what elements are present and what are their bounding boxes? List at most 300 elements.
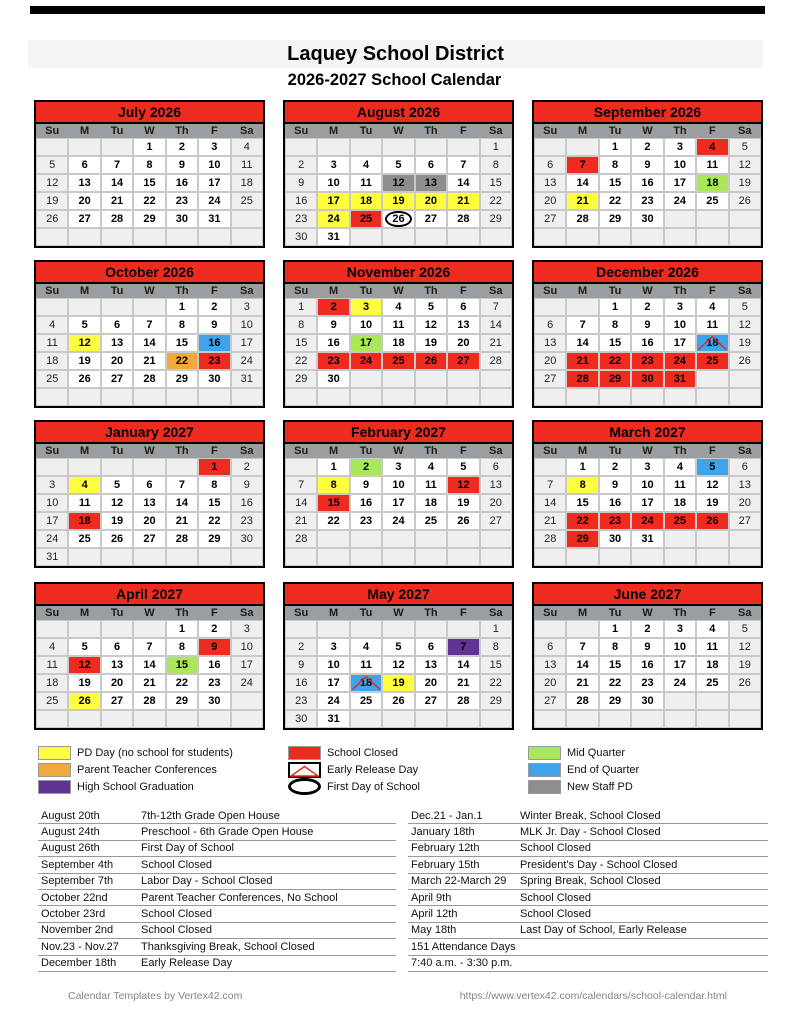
weekday-label: M — [578, 607, 588, 619]
blank-cell — [68, 138, 100, 156]
blank-cell — [36, 620, 68, 638]
day-cell: 5 — [729, 298, 761, 316]
blank-cell — [350, 530, 382, 548]
month-title: July 2026 — [36, 102, 263, 124]
month-may-2027 — [283, 582, 514, 730]
blank-cell — [68, 458, 100, 476]
legend-label: End of Quarter — [567, 763, 640, 776]
day-cell: 21 — [566, 674, 598, 692]
day-cell: 21 — [447, 674, 479, 692]
day-cell: 20 — [447, 334, 479, 352]
blank-cell — [231, 228, 263, 246]
weekday-label: W — [642, 125, 653, 137]
legend-item — [38, 744, 233, 761]
day-cell: 18 — [382, 334, 414, 352]
days-grid — [285, 620, 512, 728]
day-cell: 12 — [447, 476, 479, 494]
day-cell: 30 — [285, 710, 317, 728]
day-cell: 14 — [285, 494, 317, 512]
day-cell: 24 — [317, 692, 349, 710]
day-cell: 23 — [317, 352, 349, 370]
weekday-header-row — [285, 124, 512, 138]
blank-cell — [447, 530, 479, 548]
day-cell: 4 — [350, 156, 382, 174]
day-cell: 2 — [231, 458, 263, 476]
day-cell: 18 — [36, 352, 68, 370]
blank-cell — [133, 458, 165, 476]
footer-url: https://www.vertex42.com/calendars/school-calendar.html — [459, 990, 727, 1002]
day-cell: 14 — [566, 174, 598, 192]
month-title: December 2026 — [534, 262, 761, 284]
blank-cell — [447, 620, 479, 638]
day-cell: 14 — [101, 174, 133, 192]
key-date-description: School Closed — [141, 858, 212, 871]
key-date-description: Preschool - 6th Grade Open House — [141, 826, 314, 839]
day-cell: 26 — [447, 512, 479, 530]
month-title: June 2027 — [534, 584, 761, 606]
legend-item — [288, 761, 420, 778]
day-cell: 16 — [599, 494, 631, 512]
day-cell: 12 — [415, 316, 447, 334]
weekday-label: Sa — [240, 445, 254, 457]
day-cell: 4 — [231, 138, 263, 156]
day-cell: 3 — [36, 476, 68, 494]
legend-item — [288, 744, 420, 761]
blank-cell — [231, 710, 263, 728]
blank-cell — [447, 228, 479, 246]
day-cell: 5 — [447, 458, 479, 476]
blank-cell — [729, 228, 761, 246]
day-cell: 2 — [350, 458, 382, 476]
key-date-note: 7:40 a.m. - 3:30 p.m. — [411, 957, 513, 970]
weekday-label: M — [80, 445, 90, 457]
month-title: January 2027 — [36, 422, 263, 444]
key-date-row — [38, 923, 396, 939]
day-cell: 29 — [599, 370, 631, 388]
day-cell: 3 — [631, 458, 663, 476]
weekday-header-row — [36, 124, 263, 138]
blank-cell — [166, 228, 198, 246]
day-cell: 22 — [599, 352, 631, 370]
day-cell: 23 — [198, 674, 230, 692]
day-cell: 25 — [350, 692, 382, 710]
day-cell: 5 — [101, 476, 133, 494]
day-cell: 28 — [566, 210, 598, 228]
day-cell: 12 — [101, 494, 133, 512]
day-cell: 8 — [480, 638, 512, 656]
day-cell: 13 — [101, 656, 133, 674]
blank-cell — [68, 548, 100, 566]
key-date: February 12th — [411, 842, 480, 855]
weekday-label: M — [329, 285, 339, 297]
day-cell: 30 — [285, 228, 317, 246]
day-cell: 15 — [599, 656, 631, 674]
day-cell: 26 — [68, 370, 100, 388]
day-cell: 23 — [285, 692, 317, 710]
day-cell: 20 — [133, 512, 165, 530]
blank-cell — [664, 530, 696, 548]
day-cell: 14 — [447, 174, 479, 192]
legend-swatch-mid-icon — [528, 746, 561, 760]
day-cell: 8 — [566, 476, 598, 494]
weekday-header-row — [285, 444, 512, 458]
day-cell: 23 — [631, 352, 663, 370]
day-cell: 5 — [382, 638, 414, 656]
day-cell: 1 — [566, 458, 598, 476]
day-cell: 15 — [166, 656, 198, 674]
blank-cell — [198, 388, 230, 406]
day-cell: 16 — [285, 674, 317, 692]
blank-cell — [415, 620, 447, 638]
month-april-2027 — [34, 582, 265, 730]
days-grid — [534, 298, 761, 406]
day-cell: 16 — [166, 174, 198, 192]
day-cell: 16 — [285, 192, 317, 210]
day-cell: 7 — [447, 638, 479, 656]
day-cell: 13 — [729, 476, 761, 494]
blank-cell — [382, 620, 414, 638]
day-cell: 2 — [198, 620, 230, 638]
blank-cell — [133, 298, 165, 316]
weekday-label: F — [708, 445, 716, 457]
blank-cell — [101, 298, 133, 316]
weekday-label: W — [393, 125, 404, 137]
blank-cell — [350, 138, 382, 156]
weekday-label: Su — [45, 125, 60, 137]
blank-cell — [631, 388, 663, 406]
blank-cell — [480, 388, 512, 406]
day-cell: 9 — [166, 156, 198, 174]
day-cell: 13 — [534, 334, 566, 352]
day-cell: 17 — [631, 494, 663, 512]
day-cell: 13 — [68, 174, 100, 192]
blank-cell — [534, 138, 566, 156]
early-release-mark — [697, 335, 727, 351]
day-cell: 5 — [68, 638, 100, 656]
day-cell: 8 — [599, 316, 631, 334]
legend-swatch-closed-icon — [288, 746, 321, 760]
day-cell: 25 — [36, 692, 68, 710]
day-cell: 5 — [36, 156, 68, 174]
day-cell: 27 — [133, 530, 165, 548]
day-cell: 18 — [350, 674, 382, 692]
day-cell: 2 — [198, 298, 230, 316]
blank-cell — [382, 548, 414, 566]
day-cell: 24 — [664, 352, 696, 370]
day-cell: 30 — [631, 692, 663, 710]
blank-cell — [36, 298, 68, 316]
day-cell: 28 — [133, 370, 165, 388]
day-cell: 10 — [631, 476, 663, 494]
day-cell: 4 — [36, 638, 68, 656]
day-cell: 19 — [68, 674, 100, 692]
key-date: May 18th — [411, 924, 457, 937]
day-cell: 10 — [664, 638, 696, 656]
day-cell: 28 — [447, 210, 479, 228]
blank-cell — [317, 530, 349, 548]
day-cell: 7 — [566, 638, 598, 656]
blank-cell — [664, 710, 696, 728]
key-dates-right — [408, 808, 768, 972]
day-cell: 4 — [696, 298, 728, 316]
legend-label: First Day of School — [327, 780, 420, 793]
blank-cell — [198, 548, 230, 566]
day-cell: 29 — [198, 530, 230, 548]
days-grid — [285, 298, 512, 406]
day-cell: 23 — [166, 192, 198, 210]
day-cell: 21 — [285, 512, 317, 530]
day-cell: 9 — [631, 316, 663, 334]
day-cell: 31 — [231, 370, 263, 388]
day-cell: 15 — [198, 494, 230, 512]
blank-cell — [729, 388, 761, 406]
day-cell: 2 — [631, 138, 663, 156]
day-cell: 18 — [231, 174, 263, 192]
legend-swatch-eoq-icon — [528, 763, 561, 777]
day-cell: 24 — [317, 210, 349, 228]
day-cell: 20 — [415, 674, 447, 692]
blank-cell — [599, 388, 631, 406]
day-cell: 27 — [447, 352, 479, 370]
day-cell: 15 — [599, 334, 631, 352]
blank-cell — [566, 298, 598, 316]
day-cell: 8 — [133, 156, 165, 174]
key-date: December 18th — [41, 957, 117, 970]
day-cell: 26 — [729, 674, 761, 692]
blank-cell — [696, 548, 728, 566]
weekday-label: M — [578, 285, 588, 297]
page-subtitle: 2026-2027 School Calendar — [287, 71, 502, 89]
day-cell: 20 — [101, 674, 133, 692]
day-cell: 3 — [382, 458, 414, 476]
day-cell: 28 — [101, 210, 133, 228]
key-date: August 20th — [41, 809, 100, 822]
key-date-description: First Day of School — [141, 842, 234, 855]
key-date-description: 7th-12th Grade Open House — [141, 809, 280, 822]
day-cell: 3 — [317, 156, 349, 174]
day-cell: 3 — [664, 620, 696, 638]
blank-cell — [566, 138, 598, 156]
blank-cell — [133, 548, 165, 566]
blank-cell — [285, 138, 317, 156]
weekday-label: W — [393, 285, 404, 297]
weekday-label: Th — [424, 125, 438, 137]
day-cell: 31 — [317, 228, 349, 246]
day-cell: 6 — [534, 316, 566, 334]
blank-cell — [101, 388, 133, 406]
blank-cell — [350, 388, 382, 406]
day-cell: 14 — [566, 656, 598, 674]
day-cell: 22 — [133, 192, 165, 210]
key-date-row — [408, 874, 768, 890]
day-cell: 23 — [350, 512, 382, 530]
day-cell: 29 — [285, 370, 317, 388]
blank-cell — [664, 210, 696, 228]
weekday-label: Th — [673, 445, 687, 457]
key-date-row — [408, 824, 768, 840]
weekday-header-row — [534, 606, 761, 620]
day-cell: 24 — [231, 352, 263, 370]
day-cell: 12 — [696, 476, 728, 494]
day-cell: 8 — [166, 316, 198, 334]
day-cell: 2 — [166, 138, 198, 156]
weekday-label: M — [578, 445, 588, 457]
day-cell: 15 — [480, 656, 512, 674]
blank-cell — [696, 388, 728, 406]
legend-item — [38, 778, 233, 795]
legend-item — [528, 778, 639, 795]
day-cell: 17 — [382, 494, 414, 512]
blank-cell — [534, 298, 566, 316]
day-cell: 24 — [664, 674, 696, 692]
day-cell: 19 — [382, 192, 414, 210]
key-date-row — [408, 857, 768, 873]
legend-item — [38, 761, 233, 778]
day-cell: 14 — [566, 334, 598, 352]
blank-cell — [133, 228, 165, 246]
key-date: September 7th — [41, 875, 114, 888]
day-cell: 3 — [664, 298, 696, 316]
blank-cell — [36, 388, 68, 406]
legend-swatch-early-icon — [288, 762, 321, 778]
day-cell: 5 — [415, 298, 447, 316]
weekday-header-row — [285, 284, 512, 298]
blank-cell — [133, 620, 165, 638]
day-cell: 15 — [166, 334, 198, 352]
weekday-header-row — [36, 606, 263, 620]
day-cell: 20 — [534, 192, 566, 210]
day-cell: 10 — [36, 494, 68, 512]
day-cell: 5 — [68, 316, 100, 334]
day-cell: 3 — [350, 298, 382, 316]
blank-cell — [631, 548, 663, 566]
key-date-row — [408, 890, 768, 906]
key-date: January 18th — [411, 826, 475, 839]
month-june-2027 — [532, 582, 763, 730]
month-january-2027 — [34, 420, 265, 568]
month-title: October 2026 — [36, 262, 263, 284]
day-cell: 2 — [631, 620, 663, 638]
day-cell: 16 — [631, 334, 663, 352]
weekday-label: F — [708, 285, 716, 297]
day-cell: 12 — [729, 316, 761, 334]
key-date-row — [38, 874, 396, 890]
day-cell: 10 — [317, 656, 349, 674]
key-date-description: Early Release Day — [141, 957, 233, 970]
day-cell: 16 — [350, 494, 382, 512]
day-cell: 22 — [166, 674, 198, 692]
weekday-label: Sa — [240, 285, 254, 297]
key-date: October 22nd — [41, 891, 108, 904]
day-cell: 21 — [480, 334, 512, 352]
month-october-2026 — [34, 260, 265, 408]
day-cell: 22 — [480, 674, 512, 692]
day-cell: 7 — [101, 156, 133, 174]
legend-label: Mid Quarter — [567, 746, 626, 759]
day-cell: 16 — [631, 656, 663, 674]
day-cell: 2 — [285, 638, 317, 656]
blank-cell — [534, 458, 566, 476]
day-cell: 17 — [350, 334, 382, 352]
day-cell: 20 — [68, 192, 100, 210]
day-cell: 10 — [231, 638, 263, 656]
blank-cell — [415, 228, 447, 246]
day-cell: 13 — [534, 656, 566, 674]
weekday-label: Su — [543, 125, 558, 137]
day-cell: 6 — [101, 316, 133, 334]
day-cell: 3 — [198, 138, 230, 156]
blank-cell — [534, 388, 566, 406]
blank-cell — [231, 388, 263, 406]
legend-swatch-staffpd-icon — [528, 780, 561, 794]
blank-cell — [68, 710, 100, 728]
day-cell: 26 — [382, 692, 414, 710]
month-title: August 2026 — [285, 102, 512, 124]
key-date-description: Labor Day - School Closed — [141, 875, 273, 888]
blank-cell — [285, 620, 317, 638]
day-cell: 18 — [696, 656, 728, 674]
day-cell: 4 — [696, 620, 728, 638]
weekday-header-row — [36, 284, 263, 298]
weekday-label: Su — [543, 607, 558, 619]
day-cell: 16 — [317, 334, 349, 352]
blank-cell — [480, 710, 512, 728]
blank-cell — [101, 228, 133, 246]
day-cell: 7 — [166, 476, 198, 494]
weekday-label: Sa — [489, 125, 503, 137]
day-cell: 13 — [101, 334, 133, 352]
weekday-label: Tu — [608, 285, 622, 297]
day-cell: 31 — [664, 370, 696, 388]
blank-cell — [166, 388, 198, 406]
key-date: February 15th — [411, 858, 480, 871]
blank-cell — [231, 548, 263, 566]
key-date: September 4th — [41, 858, 114, 871]
weekday-label: Th — [175, 285, 189, 297]
day-cell: 21 — [133, 352, 165, 370]
weekday-label: M — [329, 445, 339, 457]
key-date-row — [38, 939, 396, 955]
day-cell: 27 — [534, 370, 566, 388]
day-cell: 21 — [566, 352, 598, 370]
month-title: February 2027 — [285, 422, 512, 444]
weekday-label: Th — [673, 285, 687, 297]
day-cell: 28 — [480, 352, 512, 370]
key-date: August 26th — [41, 842, 100, 855]
day-cell: 4 — [350, 638, 382, 656]
blank-cell — [696, 530, 728, 548]
day-cell: 18 — [664, 494, 696, 512]
day-cell: 13 — [415, 656, 447, 674]
legend-label: New Staff PD — [567, 780, 633, 793]
key-date-row — [408, 923, 768, 939]
blank-cell — [101, 458, 133, 476]
legend-label: Early Release Day — [327, 763, 419, 776]
day-cell: 30 — [631, 210, 663, 228]
weekday-label: Th — [175, 125, 189, 137]
weekday-label: Tu — [608, 607, 622, 619]
month-title: April 2027 — [36, 584, 263, 606]
month-august-2026 — [283, 100, 514, 248]
blank-cell — [696, 692, 728, 710]
day-cell: 21 — [166, 512, 198, 530]
key-date-description: School Closed — [520, 891, 591, 904]
day-cell: 31 — [317, 710, 349, 728]
day-cell: 20 — [729, 494, 761, 512]
weekday-label: Tu — [359, 125, 373, 137]
day-cell: 19 — [447, 494, 479, 512]
weekday-label: F — [459, 125, 467, 137]
